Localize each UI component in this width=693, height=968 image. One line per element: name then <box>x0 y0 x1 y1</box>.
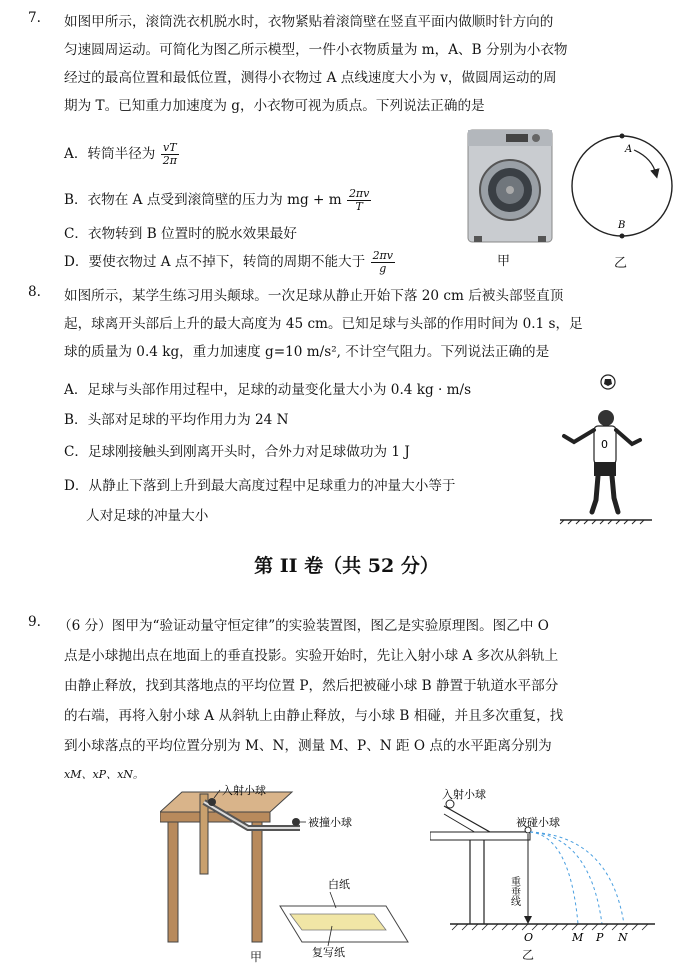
q7-option-c: C．衣物转到 B 位置时的脱水效果最好 <box>64 226 297 242</box>
q8-option-c: C．足球刚接触头到刚离开头时，合外力对足球做功为 1 J <box>64 444 410 460</box>
q7-line: 匀速圆周运动。可简化为图乙所示模型，一件小衣物质量为 m，A、B 分别为小衣物 <box>64 42 568 58</box>
target-ball-label: 被撞小球 <box>308 816 352 829</box>
point-b-label: B <box>618 220 626 231</box>
q7-line: 期为 T。已知重力加速度为 g，小衣物可视为质点。下列说法正确的是 <box>64 98 485 114</box>
point-o-label: O <box>524 931 534 944</box>
q8-line: 如图所示，某学生练习用头颠球。一次足球从静止开始下落 20 cm 后被头部竖直顶 <box>64 288 564 304</box>
q7-option-a: A．转筒半径为 $\frac{vT}{2\pi}$ <box>64 141 177 167</box>
incident-ball-label: 入射小球 <box>442 788 486 801</box>
football-player-figure <box>556 372 656 528</box>
q9-line: 的右端，再将入射小球 A 从斜轨上由静止释放，与小球 B 相碰，并且多次重复，找 <box>64 708 564 724</box>
q7-option-d: D．要使衣物过 A 点不掉下，转筒的周期不能大于 $\frac{2\pi v}{g}$ <box>64 249 394 275</box>
fraction: $\frac{2\pi v}{T}$ <box>348 187 370 213</box>
point-n-label: N <box>618 931 628 944</box>
q7-option-b: B．衣物在 A 点受到滚筒壁的压力为 mg + m $\frac{2\pi v}{T}$ <box>64 187 370 213</box>
figure-caption: 乙 <box>522 948 535 962</box>
fraction: $\frac{2\pi v}{g}$ <box>372 249 394 275</box>
q9-line: 由静止释放，找到其落地点的平均位置 P，然后把被碰小球 B 静置于轨道水平部分 <box>64 678 559 694</box>
principle-figure <box>430 784 675 944</box>
white-paper-label: 白纸 <box>328 878 350 891</box>
q9-line: 到小球落点的平均位置分别为 M、N，测量 M、P、N 距 O 点的水平距离分别为 <box>64 738 552 754</box>
question-number: 8. <box>28 284 41 300</box>
fraction: $\frac{vT}{2\pi}$ <box>162 141 177 167</box>
q8-option-a: A．足球与头部作用过程中，足球的动量变化量大小为 0.4 kg · m/s <box>64 382 472 398</box>
q8-option-d-cont: 人对足球的冲量大小 <box>86 508 209 524</box>
washing-machine-figure <box>466 128 554 248</box>
target-ball-label: 被碰小球 <box>516 816 560 829</box>
point-a-label: A <box>625 144 633 155</box>
q9-line: （6 分）图甲为“验证动量守恒定律”的实验装置图，图乙是实验原理图。图乙中 O <box>58 618 549 634</box>
q8-option-d: D．从静止下落到上升到最大高度过程中足球重力的冲量大小等于 <box>64 478 456 494</box>
carbon-paper-label: 复写纸 <box>312 946 345 959</box>
circle-model-figure <box>568 130 678 242</box>
figure-caption: 甲 <box>497 254 511 269</box>
q9-line: 点是小球抛出点在地面上的垂直投影。实验开始时，先让入射小球 A 多次从斜轨上 <box>64 648 559 664</box>
q8-option-b: B．头部对足球的平均作用力为 24 N <box>64 412 289 428</box>
q9-line: xM、xP、xN。 <box>64 768 144 781</box>
q7-line: 经过的最高位置和最低位置，测得小衣物过 A 点线速度大小为 v，做圆周运动的周 <box>64 70 557 86</box>
point-p-label: P <box>596 931 604 944</box>
incident-ball-label: 入射小球 <box>222 784 266 797</box>
q7-line: 如图甲所示，滚筒洗衣机脱水时，衣物紧贴着滚筒壁在竖直平面内做顺时针方向的 <box>64 14 554 30</box>
question-number: 9. <box>28 614 41 630</box>
section-heading: 第 II 卷（共 52 分） <box>254 555 439 577</box>
q8-line: 球的质量为 0.4 kg，重力加速度 g=10 m/s², 不计空气阻力。下列说法正确的是 <box>64 344 550 360</box>
plumb-line-label: 重垂线 <box>508 876 520 906</box>
q8-line: 起，球离开头部后上升的最大高度为 45 cm。已知足球与头部的作用时间为 0.1 s，足 <box>64 316 583 332</box>
figure-caption: 甲 <box>250 950 263 964</box>
figure-caption: 乙 <box>614 256 628 271</box>
question-number: 7. <box>28 10 41 26</box>
apparatus-figure <box>160 784 410 964</box>
svg-text:0: 0 <box>601 438 608 451</box>
point-m-label: M <box>572 931 584 944</box>
